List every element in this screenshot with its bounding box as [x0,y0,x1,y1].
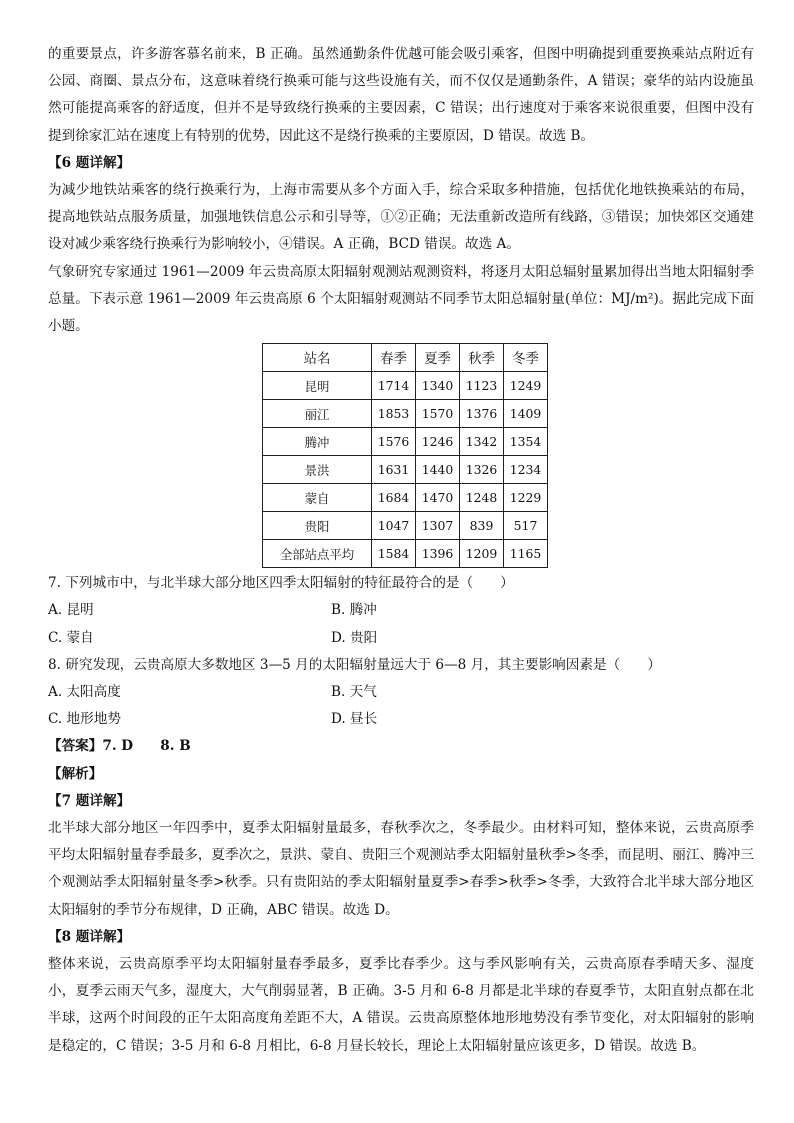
q8-options-row2 [48,706,754,733]
value-cell: 1570 [416,400,460,428]
value-cell: 1165 [504,540,548,568]
value-cell: 1249 [504,372,548,400]
value-cell: 1209 [460,540,504,568]
table-row [263,400,548,428]
q7-option-d: D. 贵阳 [331,629,378,646]
table-row [263,484,548,512]
material-paragraph: 气象研究专家通过 1961—2009 年云贵高原太阳辐射观测站观测资料，将逐月太阳总辐射量累加得出当地太阳辐射季总量。下表示意 1961—2009 年云贵高原 6 个太阳辐射观测站不同季节太阳总辐射量(单位：MJ/m²)。据此完成下面小题。 [48,263,754,335]
q7-explanation: 北半球大部分地区一年四季中，夏季太阳辐射量最多，春秋季次之，冬季最少。由材料可知，整体来说，云贵高原季平均太阳辐射量春季最多，夏季次之，景洪、蒙自、贵阳三个观测站季太阳辐射量秋季>冬季，而昆明、丽江、腾冲三个观测站季太阳辐射量冬季>秋季。只有贵阳站的季太阳辐射量夏季>春季>秋季>冬季，大致符合北半球大部分地区太阳辐射的季节分布规律，D 正确，ABC 错误。故选 D。 [48,820,754,918]
header-winter: 冬季 [504,344,548,372]
value-cell: 1409 [504,400,548,428]
table-row [263,512,548,540]
q6-heading: 【6 题详解】 [48,154,131,171]
station-name: 腾冲 [263,428,372,456]
value-cell: 517 [504,512,548,540]
value-cell: 1584 [372,540,416,568]
q7-options-row1 [48,597,754,624]
value-cell: 1047 [372,512,416,540]
intro-paragraph: 的重要景点，许多游客慕名前来，B 正确。虽然通勤条件优越可能会吸引乘客，但图中明确提到重要换乘站点附近有公园、商圈、景点分布，这意味着绕行换乘可能与这些设施有关，而不仅仅是通勤条件，A 错误；豪华的站内设施虽然可能提高乘客的舒适度，但并不是导致绕行换乘的主要因素，C 错误；出行速度对于乘客来说很重要，但图中没有提到徐家汇站在速度上有特别的优势，因此这不是绕行换乘的主要原因，D 错误。故选 B。 [48,46,754,144]
q8-option-a: A. 太阳高度 [48,684,121,701]
q7-option-c: C. 蒙自 [48,629,94,646]
q8-stem: 8. 研究发现，云贵高原大多数地区 3—5 月的太阳辐射量远大于 6—8 月，其主要影响因素是（ ） [48,656,661,673]
answer-line: 【答案】7. D 8. B [48,738,191,755]
document-page [48,41,754,1060]
analysis-heading: 【解析】 [48,765,103,782]
q7-option-a: A. 昆明 [48,602,94,619]
value-cell: 1396 [416,540,460,568]
value-cell: 1376 [460,400,504,428]
q8-option-c: C. 地形地势 [48,711,121,728]
q8-option-d: D. 昼长 [331,711,378,728]
station-name: 蒙自 [263,484,372,512]
value-cell: 1342 [460,428,504,456]
station-name: 丽江 [263,400,372,428]
q7-options-row2 [48,625,754,652]
station-name: 贵阳 [263,512,372,540]
value-cell: 1246 [416,428,460,456]
table-row [263,540,548,568]
q7-heading: 【7 题详解】 [48,792,131,809]
value-cell: 1684 [372,484,416,512]
radiation-table [262,343,548,568]
header-summer: 夏季 [416,344,460,372]
table-row [263,372,548,400]
value-cell: 1340 [416,372,460,400]
value-cell: 1123 [460,372,504,400]
station-name: 全部站点平均 [263,540,372,568]
value-cell: 1307 [416,512,460,540]
station-name: 景洪 [263,456,372,484]
q8-options-row1 [48,679,754,706]
q7-option-b: B. 腾冲 [331,602,377,619]
value-cell: 1470 [416,484,460,512]
value-cell: 1853 [372,400,416,428]
q8-heading: 【8 题详解】 [48,928,131,945]
header-autumn: 秋季 [460,344,504,372]
header-spring: 春季 [372,344,416,372]
station-name: 昆明 [263,372,372,400]
value-cell: 839 [460,512,504,540]
q6-explanation: 为减少地铁站乘客的绕行换乘行为，上海市需要从多个方面入手，综合采取多种措施，包括优化地铁换乘站的布局，提高地铁站点服务质量，加强地铁信息公示和引导等，①②正确；无法重新改造所有线路，③错误；加快郊区交通建设对减少乘客绕行换乘行为影响较小，④错误。A 正确，BCD 错误。故选 A。 [48,182,754,253]
value-cell: 1326 [460,456,504,484]
value-cell: 1714 [372,372,416,400]
value-cell: 1248 [460,484,504,512]
header-station: 站名 [263,344,372,372]
table-header-row [263,344,548,372]
value-cell: 1631 [372,456,416,484]
value-cell: 1229 [504,484,548,512]
table-row [263,428,548,456]
value-cell: 1576 [372,428,416,456]
value-cell: 1354 [504,428,548,456]
q8-explanation: 整体来说，云贵高原季平均太阳辐射量春季最多，夏季比春季少。这与季风影响有关，云贵高原春季晴天多、湿度小，夏季云雨天气多，湿度大，大气削弱显著，B 正确。3-5 月和 6-8 月都是北半球的春夏季节，太阳直射点都在北半球，这两个时间段的正午太阳高度角差距不大，A 错误。云贵高原整体地形地势没有季节变化，对太阳辐射的影响是稳定的，C 错误；3-5 月和 6-8 月相比，6-8 月昼长较长，理论上太阳辐射量应该更多，D 错误。故选 B。 [48,956,754,1054]
q8-option-b: B. 天气 [331,684,377,701]
table-row [263,456,548,484]
value-cell: 1440 [416,456,460,484]
q7-stem: 7. 下列城市中，与北半球大部分地区四季太阳辐射的特征最符合的是（ ） [48,575,514,592]
value-cell: 1234 [504,456,548,484]
